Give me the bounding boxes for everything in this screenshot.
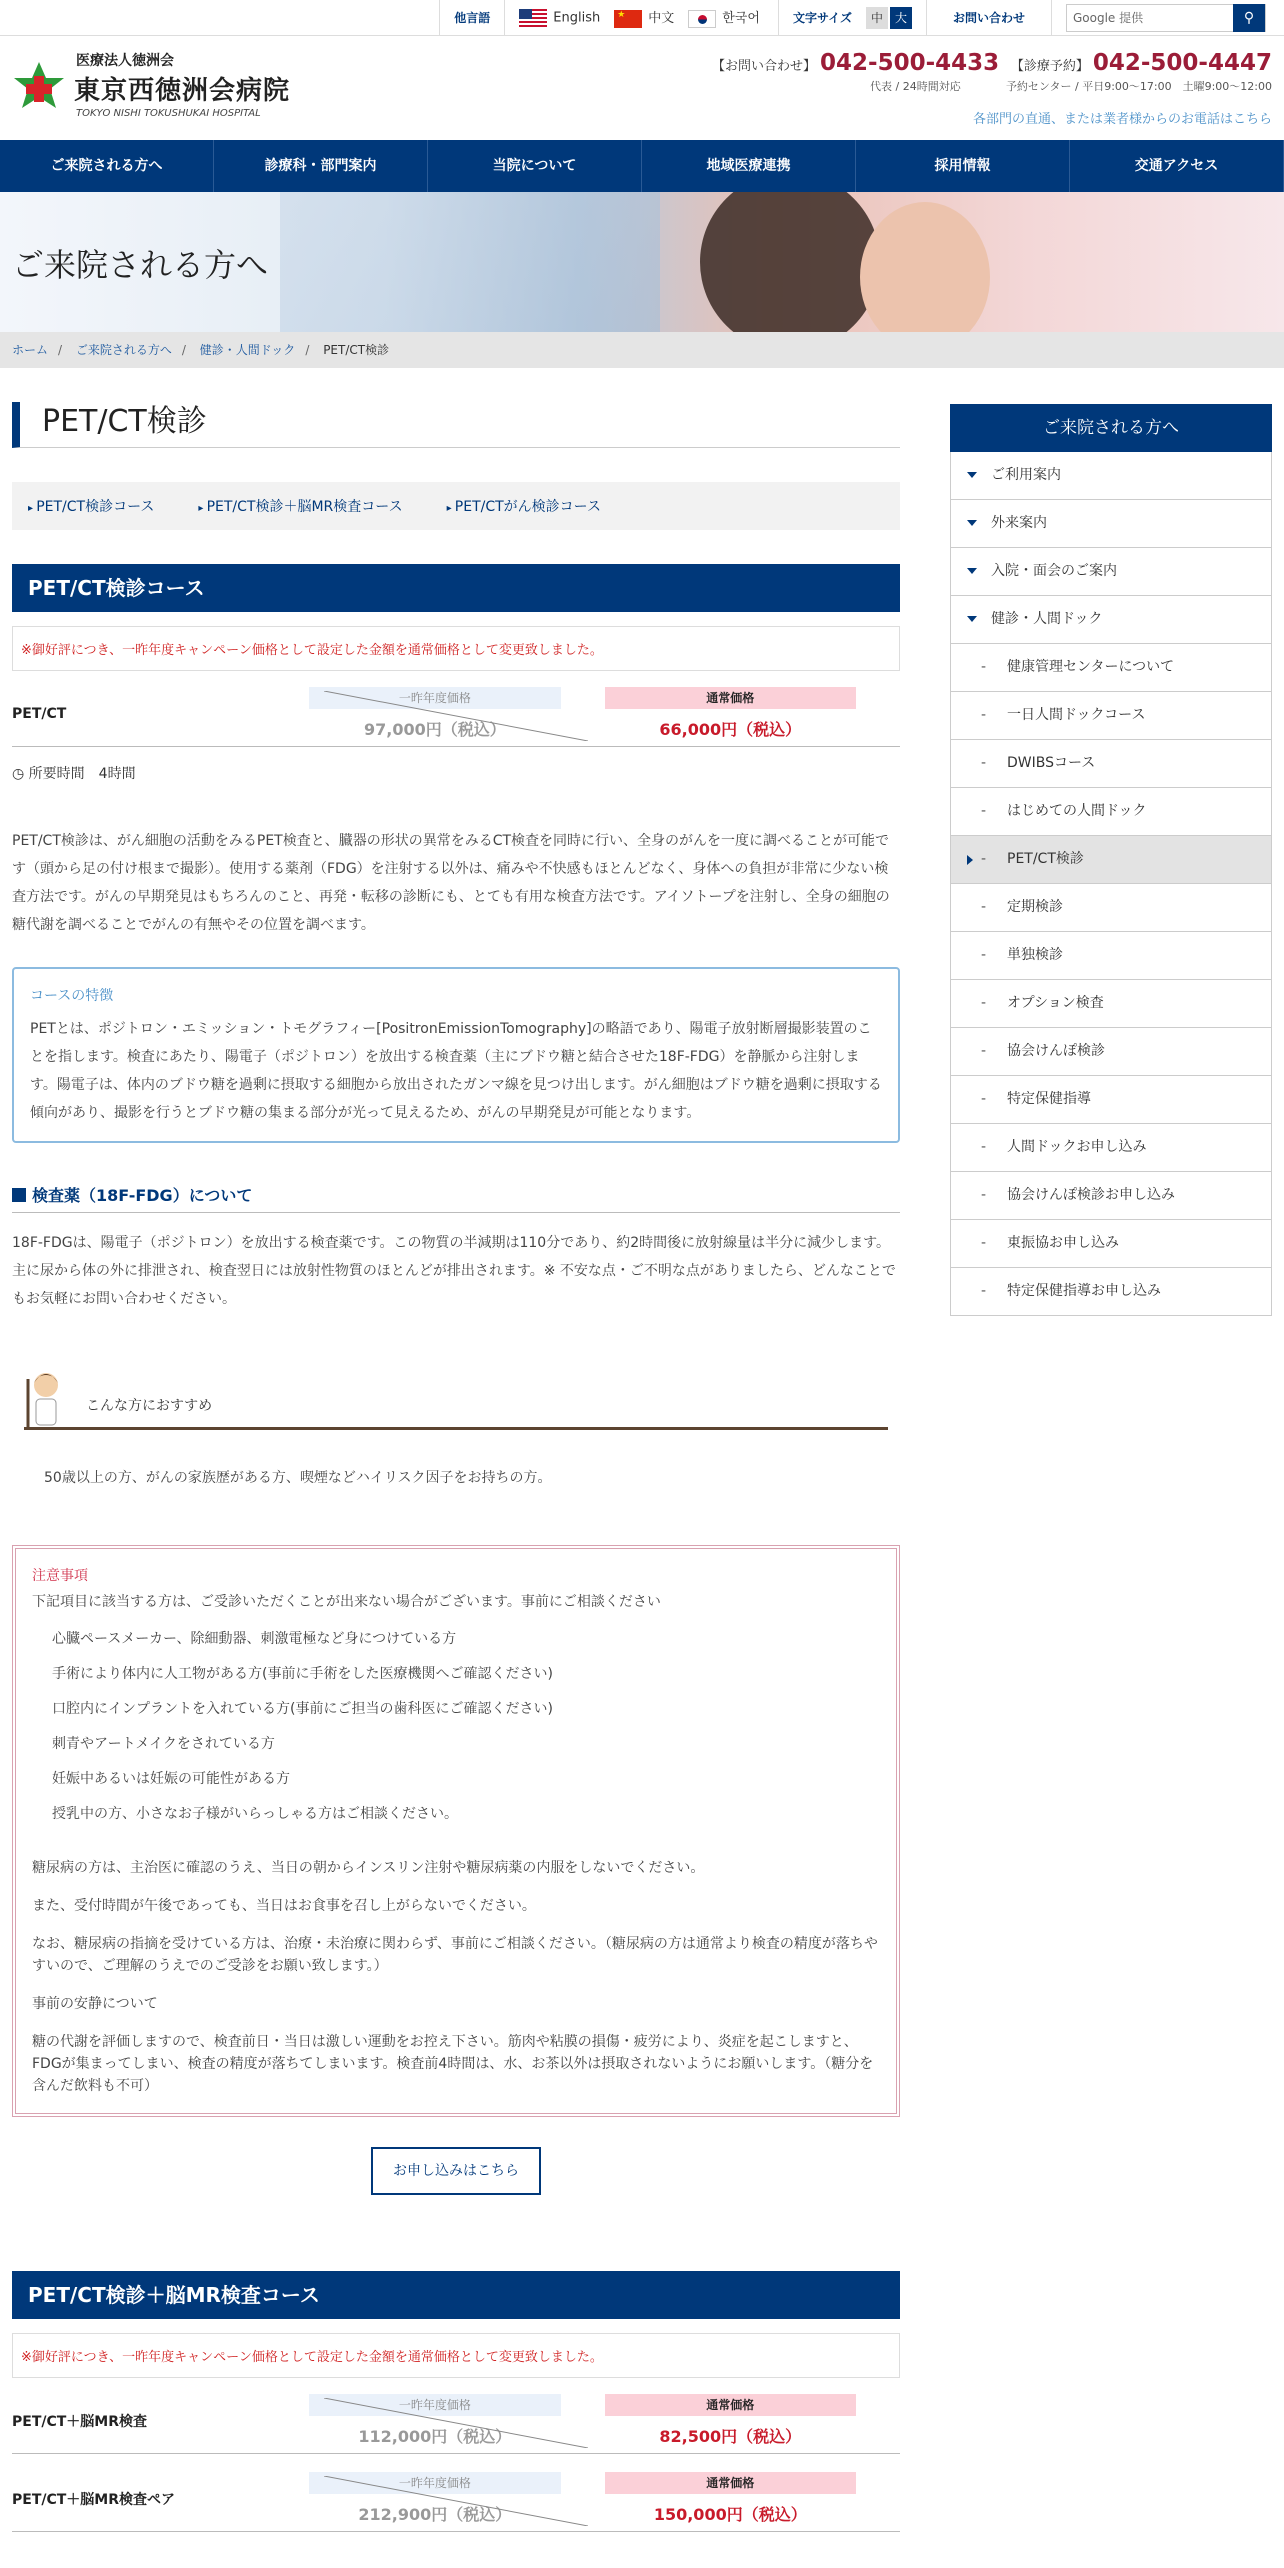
breadcrumb-home[interactable]: ホーム (12, 343, 49, 357)
inquiry-note: 代表 / 24時間対応 (870, 80, 961, 93)
price-row (12, 2466, 900, 2532)
course-anchor-links (12, 482, 900, 530)
nav-departments[interactable]: 診療科・部門案内 (214, 140, 428, 192)
course-description: PET/CT検診は、がん細胞の活動をみるPET検査と、臓器の形状の異常をみるCT検査を同時に行い、全身のがんを一度に調べることが可能です（頭から足の付け根まで撮影）。使用する薬剤（FDG）を注射する以外は、痛みや不快感もほとんどなく、身体への負担が非常に少ない検査方法です。がんの早期発見はもちろんのこと、再発・転移の診断にも、とても有用な検査方法です。アイソトープを注射し、全身の細胞の糖代謝を調べることでがんの有無やその位置を調べます。 (12, 833, 890, 933)
search-icon: ⚲ (1243, 9, 1255, 26)
price-notice: ※御好評につき、一昨年度キャンペーン価格として設定した金額を通常価格として変更致しました。 (12, 2333, 900, 2378)
recommend-divider (24, 1427, 888, 1430)
global-nav (0, 140, 1284, 192)
new-price-label: 通常価格 (605, 687, 856, 709)
reserve-note: 予約センター / 平日9:00～17:00 土曜9:00～12:00 (1005, 80, 1272, 93)
price-row-name: PET/CT＋脳MR検査ペア (12, 2491, 176, 2508)
price-row (12, 2388, 900, 2454)
reserve-label: 【診療予約】 (1010, 59, 1089, 74)
main-content (12, 368, 900, 2532)
new-price-value: 66,000円（税込） (659, 720, 802, 739)
recommend-text: 50歳以上の方、がんの家族歴がある方、喫煙などハイリスク因子をお持ちの方。 (44, 1470, 552, 1486)
breadcrumb-current: PET/CT検診 (323, 343, 390, 357)
new-price (605, 2394, 856, 2447)
hospital-name-en: TOKYO NISHI TOKUSHUKAI HOSPITAL (76, 108, 261, 119)
breadcrumb: ホーム / ご来院される方へ / 健診・人間ドック / PET/CT検診 (0, 332, 1284, 368)
new-price-value: 82,500円（税込） (659, 2427, 802, 2446)
lang-chinese-text: 中文 (648, 11, 675, 27)
caution-paragraph: また、受付時間が午後であっても、当日はお食事を召し上がらないでください。 (32, 1898, 536, 1914)
course-heading: PET/CT検診＋脳MR検査コース (12, 2271, 900, 2319)
search-button[interactable] (1233, 4, 1265, 32)
old-price-label: 一昨年度価格 (309, 2472, 560, 2494)
page-title: PET/CT検診 (12, 402, 900, 448)
caution-item: 心臓ペースメーカー、除細動器、刺激電極など身につけている方 (52, 1631, 457, 1647)
clock-icon: ◷ (12, 766, 25, 782)
old-price-value: 112,000円（税込） (358, 2427, 512, 2446)
reserve-tel[interactable] (1011, 50, 1272, 76)
sidebar-item[interactable]: - 健康管理センターについて (950, 644, 1272, 692)
inquiry-tel[interactable] (712, 50, 999, 76)
sidebar-title[interactable]: ご来院される方へ (950, 404, 1272, 452)
china-flag-icon: ★ (614, 10, 642, 28)
sidebar-list (950, 452, 1272, 1316)
caution-paragraph: なお、糖尿病の指摘を受けている方は、治療・未治療に関わらず、事前にご相談ください。（糖尿病の方は通常より検査の精度が落ちやすいので、ご理解のうえでのご受診をお願い致します。） (32, 1936, 878, 1974)
price-strike-line (324, 2398, 588, 2448)
new-price-value: 150,000円（税込） (653, 2505, 807, 2524)
sidebar-item[interactable]: - オプション検査 (950, 980, 1272, 1028)
inquiry-number: 042-500-4433 (820, 50, 1000, 76)
caution-paragraph: 糖尿病の方は、主治医に確認のうえ、当日の朝からインスリン注射や糖尿病薬の内服をしないでください。 (32, 1860, 705, 1876)
sidebar-item[interactable]: - 協会けんぽ検診お申し込み (950, 1172, 1272, 1220)
apply-button[interactable]: お申し込みはこちら (371, 2147, 541, 2195)
breadcrumb-visitors[interactable]: ご来院される方へ (75, 343, 172, 357)
new-price-label: 通常価格 (605, 2472, 856, 2494)
site-search (1066, 4, 1266, 32)
price-notice: ※御好評につき、一昨年度キャンペーン価格として設定した金額を通常価格として変更致しました。 (12, 626, 900, 671)
new-price (605, 687, 856, 740)
utility-bar (0, 0, 1284, 36)
price-strike-line (324, 2476, 588, 2526)
korea-flag-icon (688, 10, 716, 28)
caution-paragraph: 事前の安静について (32, 1996, 158, 2012)
other-language-text: 他言語 (454, 11, 491, 25)
sidebar-item[interactable]: - 特定保健指導 (950, 1076, 1272, 1124)
sidebar-item[interactable]: 健診・人間ドック (950, 596, 1272, 644)
course-feature-box (12, 967, 900, 1143)
nav-about[interactable]: 当院について (428, 140, 642, 192)
price-strike-line (324, 691, 588, 741)
old-price-label: 一昨年度価格 (309, 687, 560, 709)
org-name: 医療法人徳洲会 (76, 53, 174, 69)
anchor-pet-ct[interactable]: ▸ PET/CT検診コース (28, 496, 154, 516)
caution-item: 手術により体内に人工物がある方(事前に手術をした医療機関へご確認ください) (52, 1666, 553, 1682)
search-input[interactable]: Google 提供 (1073, 11, 1144, 25)
caution-item: 刺青やアートメイクをされている方 (52, 1736, 275, 1752)
drug-text: 18F-FDGは、陽電子（ポジトロン）を放出する検査薬です。この物質の半減期は110分であり、約2時間後に放射線量は半分に減少します。主に尿から体の外に排泄され、検査翌日には放射性物質のほとんどが排出されます。※ 不安な点・ご不明な点がありましたら、どんなことでもお気軽にお問い合わせください。 (12, 1235, 896, 1307)
contact-link-wrap (926, 0, 1051, 35)
sidebar-item[interactable]: - はじめての人間ドック (950, 788, 1272, 836)
caution-item: 授乳中の方、小さなお子様がいらっしゃる方はご相談ください。 (52, 1806, 458, 1822)
sidebar-item[interactable]: - 特定保健指導お申し込み (950, 1268, 1272, 1316)
hero-banner (0, 192, 1284, 332)
hero-photo-decoration (700, 192, 880, 332)
search-wrap (1051, 0, 1266, 35)
font-size-label: 文字サイズ (792, 11, 852, 25)
reserve-number: 042-500-4447 (1092, 50, 1272, 76)
inquiry-label: 【お問い合わせ】 (712, 59, 817, 74)
duration-text: 所要時間 4時間 (28, 766, 136, 782)
font-size-control (778, 0, 926, 35)
sidebar-nav (950, 404, 1272, 1316)
caution-title: 注意事項 (32, 1568, 88, 1584)
nav-recruit[interactable]: 採用情報 (856, 140, 1070, 192)
lang-chinese-link[interactable] (614, 7, 674, 28)
old-price-value: 212,900円（税込） (358, 2505, 512, 2524)
new-price (605, 2472, 856, 2525)
course-heading: PET/CT検診コース (12, 564, 900, 612)
sidebar-item[interactable]: - 定期検診 (950, 884, 1272, 932)
us-flag-icon (519, 9, 547, 27)
drug-heading: 検査薬（18F-FDG）について (12, 1183, 900, 1213)
font-size-large-button[interactable]: 大 (890, 7, 912, 29)
language-switcher (504, 0, 778, 35)
anchor-pet-ct-mr[interactable]: ▸ PET/CT検診＋脳MR検査コース (198, 496, 402, 516)
sidebar-item[interactable]: - DWIBSコース (950, 740, 1272, 788)
lang-english-text: English (553, 10, 601, 25)
hospital-logo-icon[interactable] (10, 60, 68, 112)
font-size-medium-button[interactable]: 中 (866, 7, 888, 29)
lang-english-link[interactable] (519, 9, 600, 27)
old-price-value: 97,000円（税込） (363, 720, 506, 739)
feature-text: PETとは、ポジトロン・エミッション・トモグラフィー[PositronEmissionTomography]の略語であり、陽電子放射断層撮影装置のことを指します。検査にあたり、陽電子（ポジトロン）を放出する検査薬（主にブドウ糖と結合させた18F-FDG）を静脈から注射します。陽電子は、体内のブドウ糖を過剰に摂取する細胞から放出されたガンマ線を見つけ出します。がん細胞はブドウ糖を過剰に摂取する傾向があり、撮影を行うとブドウ糖の集まる部分が光って見えるため、がんの早期発見が可能となります。 (30, 1021, 882, 1121)
caution-item: 口腔内にインプラントを入れている方(事前にご担当の歯科医にご確認ください) (52, 1701, 553, 1717)
price-row-name: PET/CT＋脳MR検査 (12, 2413, 148, 2430)
recommend-block (12, 1369, 900, 1439)
breadcrumb-checkup[interactable]: 健診・人間ドック (199, 343, 296, 357)
sidebar-item[interactable]: - 単独検診 (950, 932, 1272, 980)
caution-box (12, 1545, 900, 2117)
sidebar-item[interactable]: 外来案内 (950, 500, 1272, 548)
lang-korean-link[interactable] (688, 7, 760, 28)
other-language-label (439, 0, 504, 35)
sidebar-item[interactable]: 入院・面会のご案内 (950, 548, 1272, 596)
recommend-label: こんな方におすすめ (86, 1398, 213, 1414)
hero-title: ご来院される方へ (12, 246, 269, 284)
old-price-label: 一昨年度価格 (309, 2394, 560, 2416)
feature-title: コースの特徴 (30, 988, 114, 1004)
anchor-pet-ct-cancer[interactable]: ▸ PET/CTがん検診コース (447, 496, 601, 516)
sidebar-item[interactable]: - 人間ドックお申し込み (950, 1124, 1272, 1172)
direct-line-link[interactable]: 各部門の直通、または業者様からのお電話はこちら (972, 112, 1272, 127)
price-row (12, 681, 900, 747)
sidebar-item[interactable]: - 協会けんぽ検診 (950, 1028, 1272, 1076)
sidebar-item[interactable]: - PET/CT検診 (950, 836, 1272, 884)
hero-photo-decoration (860, 202, 990, 332)
lang-korean-text: 한국어 (722, 11, 760, 27)
nav-access[interactable]: 交通アクセス (1070, 140, 1284, 192)
hospital-name[interactable]: 東京西徳洲会病院 (74, 76, 291, 106)
sidebar-item[interactable]: ご利用案内 (950, 452, 1272, 500)
caution-intro: 下記項目に該当する方は、ご受診いただくことが出来ない場合がございます。事前にご相談ください (32, 1594, 661, 1610)
sidebar-item[interactable]: - 東振協お申し込み (950, 1220, 1272, 1268)
sidebar-item[interactable]: - 一日人間ドックコース (950, 692, 1272, 740)
caution-paragraph: 糖の代謝を評価しますので、検査前日・当日は激しい運動をお控え下さい。筋肉や粘膜の損傷・疲労により、炎症を起こしますと、FDGが集まってしまい、検査の精度が落ちてしまいます。検査前4時間は、水、お茶以外は摂取されないようにお願いします。（糖分を含んだ飲料も不可） (32, 2034, 874, 2094)
hero-photo-decoration (280, 192, 660, 332)
top-contact-link[interactable]: お問い合わせ (952, 11, 1025, 25)
caution-item: 妊娠中あるいは妊娠の可能性がある方 (52, 1771, 290, 1787)
nav-visitors[interactable]: ご来院される方へ (0, 140, 214, 192)
nav-regional[interactable]: 地域医療連携 (642, 140, 856, 192)
doctor-illustration-icon (24, 1369, 64, 1431)
new-price-label: 通常価格 (605, 2394, 856, 2416)
duration (12, 763, 900, 783)
price-row-name: PET/CT (12, 705, 67, 722)
